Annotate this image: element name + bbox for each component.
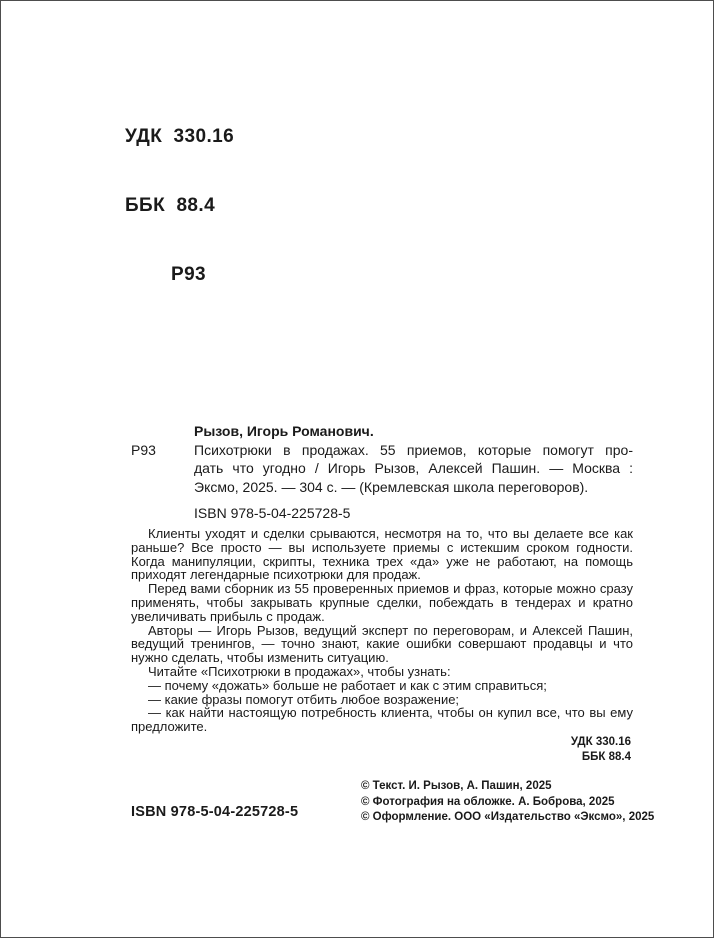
- annotation-paragraph: Читайте «Психотрюки в продажах», чтобы узнать:: [148, 663, 451, 679]
- annotation-paragraph: Авторы — Игорь Рызов, ведущий эксперт по переговорам, и Алексей Пашин, ведущий тренингов, — точно знают, какие ошибки совершают продавцы и что нужно сделать, чтобы изменить ситуацию.: [131, 622, 633, 666]
- annotation-paragraph: Перед вами сборник из 55 проверенных приемов и фраз, которые можно сразу применять, чтобы закрывать крупные сделки, побеждать в тендерах и кратно увеличивать прибыль с продаж.: [131, 581, 633, 624]
- author-heading: Рызов, Игорь Романович.: [194, 423, 374, 439]
- entry-code: Р93: [131, 441, 156, 458]
- entry-text: [194, 441, 633, 497]
- annotation-block: [131, 527, 633, 734]
- entry-line: дать что угодно / Игорь Рызов, Алексей Пашин. — Москва :: [194, 460, 633, 476]
- udk-code: УДК 330.16: [125, 126, 235, 147]
- entry-line: Эксмо, 2025. — 304 с. — (Кремлевская школа переговоров).: [194, 478, 589, 495]
- author-sign-code: Р93: [171, 264, 207, 285]
- bbk-code-small: ББК 88.4: [581, 751, 631, 763]
- copyright-block: [361, 779, 654, 826]
- annotation-list-item: — как найти настоящую потребность клиента, чтобы он купил все, что вы ему предложите.: [131, 705, 633, 735]
- isbn-catalog: ISBN 978-5-04-225728-5: [194, 505, 351, 521]
- copyright-line: © Фотография на обложке. А. Боброва, 2025: [361, 795, 615, 808]
- classification-codes: [125, 79, 234, 332]
- classification-codes-small: [571, 735, 631, 765]
- copyright-line: © Оформление. ООО «Издательство «Эксмо», 2025: [361, 811, 655, 823]
- entry-line: Психотрюки в продажах. 55 приемов, которые помогут про-: [194, 441, 633, 458]
- annotation-list-item: — какие фразы помогут отбить любое возражение;: [148, 691, 460, 707]
- annotation-list-item: — почему «дожать» больше не работает и как с этим справиться;: [148, 677, 547, 693]
- bibliographic-entry: [131, 441, 634, 497]
- catalog-card: [131, 422, 634, 523]
- copyright-line: © Текст. И. Рызов, А. Пашин, 2025: [361, 780, 552, 792]
- udk-code-small: УДК 330.16: [570, 736, 631, 748]
- isbn-bottom: ISBN 978-5-04-225728-5: [131, 804, 299, 820]
- bbk-code: ББК 88.4: [125, 195, 216, 216]
- annotation-paragraph: Клиенты уходят и сделки срываются, несмотря на то, что вы делаете все как раньше? Все просто — вы используете приемы с истекшим сроком годности. Когда манипуляции, скрипты, техника трех «да» уже не работают, на помощь приходят легендарные психотрюки для продаж.: [131, 526, 633, 583]
